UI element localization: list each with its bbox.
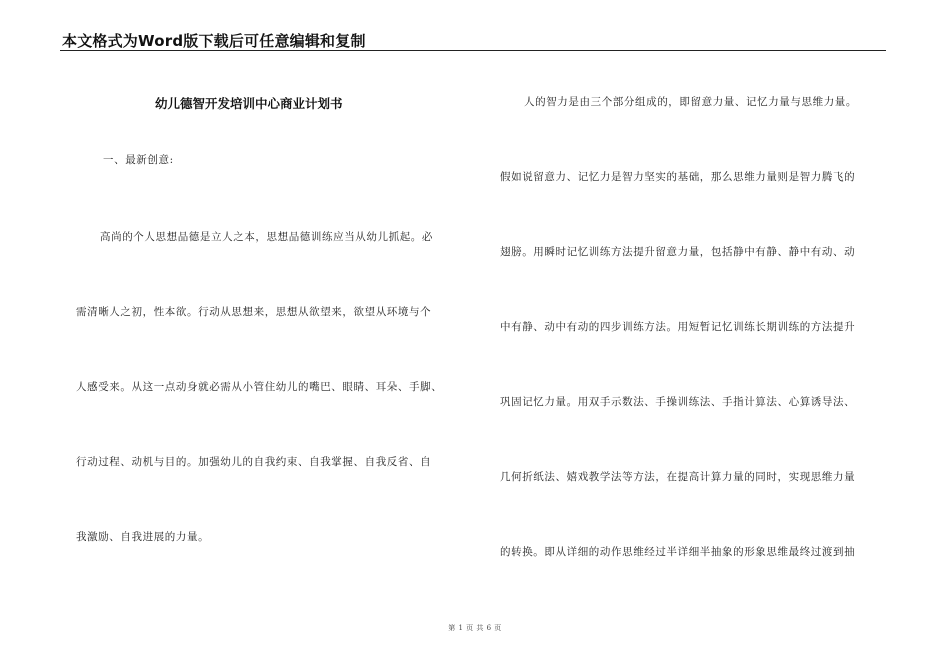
- section-heading: 一、最新创意:: [103, 154, 174, 166]
- paragraph-line: 人感受来。从这一点动身就必需从小管住幼儿的嘴巴、眼睛、耳朵、手脚、: [76, 381, 443, 393]
- paragraph-line: 需清晰人之初，性本欲。行动从思想来，思想从欲望来，欲望从环境与个: [76, 306, 432, 318]
- paragraph-line: 行动过程、动机与目的。加强幼儿的自我约束、自我掌握、自我反省、自: [76, 456, 432, 468]
- paragraph-line: 高尚的个人思想品德是立人之本，思想品德训练应当从幼儿抓起。必: [100, 231, 433, 243]
- paragraph-line: 巩固记忆力量。用双手示数法、手操训练法、手指计算法、心算诱导法、: [500, 396, 856, 408]
- paragraph-line: 假如说留意力、记忆力是智力坚实的基础，那么思维力量则是智力腾飞的: [500, 171, 856, 183]
- paragraph-line: 的转换。即从详细的动作思维经过半详细半抽象的形象思维最终过渡到抽: [500, 546, 856, 558]
- paragraph-line: 翅膀。用瞬时记忆训练方法提升留意力量，包括静中有静、静中有动、动: [500, 246, 856, 258]
- paragraph-line: 我激励、自我进展的力量。: [76, 531, 210, 543]
- paragraph-line: 几何折纸法、嬉戏教学法等方法，在提高计算力量的同时，实现思维力量: [500, 471, 856, 483]
- header-divider: [60, 50, 886, 51]
- paragraph-line: 人的智力是由三个部分组成的，即留意力量、记忆力量与思维力量。: [524, 96, 857, 108]
- document-title: 幼儿德智开发培训中心商业计划书: [155, 96, 343, 111]
- paragraph-line: 中有静、动中有动的四步训练方法。用短暂记忆训练长期训练的方法提升: [500, 321, 856, 333]
- header-title: 本文格式为Word版下载后可任意编辑和复制: [62, 32, 366, 50]
- page-number: 第 1 页 共 6 页: [448, 624, 502, 632]
